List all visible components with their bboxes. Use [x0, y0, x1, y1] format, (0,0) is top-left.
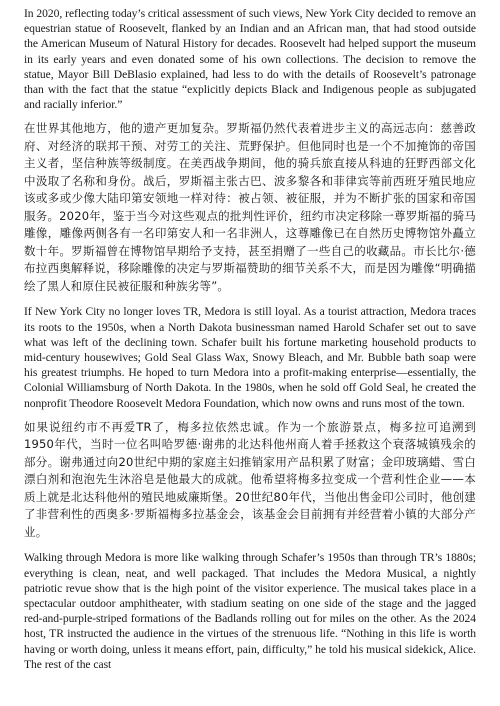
paragraph-english-1: In 2020, reflecting today’s critical assessment of such views, New York City decided to remove an equestrian statue of Roosevelt, flanked by an Indian and an African man, that had stood outside the American Museum of Natural History for decades. Roosevelt had helped support the museum in its early years and even donated some of his own collections. The decision to remove the statue, Mayor Bill DeBlasio explained, had less to do with the details of Roosevelt’s patronage than with the fact that the statue “explicitly depicts Black and Indigenous people as subjugated and racially inferior.”	[24, 7, 476, 112]
paragraph-chinese-2: 如果说纽约市不再爱TR了，梅多拉依然忠诚。作为一个旅游景点，梅多拉可追溯到1950年代，当时一位名叫哈罗德·谢弗的北达科他州商人着手拯救这个衰落城镇残余的部分。谢弗通过向20世纪中期的家庭主妇推销家用产品积累了财富；金印玻璃蜡、雪白漂白剂和泡泡先生沐浴皂是他最大的成就。他希望将梅多拉变成一个营利性企业——本质上就是北达科他州的殖民地威廉斯堡。20世纪80年代，当他出售金印公司时，他创建了非营利性的西奥多·罗斯福梅多拉基金会，该基金会目前拥有并经营着小镇的大部分产业。	[24, 419, 476, 539]
paragraph-english-2: If New York City no longer loves TR, Medora is still loyal. As a tourist attraction, Medora traces its roots to the 1950s, when a North Dakota businessman named Harold Schafer set out to save what was left of the declining town. Schafer built his fortune marketing household products to mid-century housewives; Gold Seal Glass Wax, Snowy Bleach, and Mr. Bubble bath soap were his greatest triumphs. He hoped to turn Medora into a profit-making enterprise—essentially, the Colonial Williamsburg of North Dakota. In the 1980s, when he sold off Gold Seal, he created the nonprofit Theodore Roosevelt Medora Foundation, which now owns and runs most of the town.	[24, 305, 476, 410]
paragraph-chinese-1: 在世界其他地方，他的遗产更加复杂。罗斯福仍然代表着进步主义的高远志向：慈善政府、对经济的联邦干预、对劳工的关注、荒野保护。但他同时也是一个不加掩饰的帝国主义者，坚信种族等级制度。在美西战争期间，他的骑兵旅直接从科迪的狂野西部文化中汲取了名称和身份。战后，罗斯福主张古巴、波多黎各和菲律宾等前西班牙殖民地应该或多或少像大陆印第安领地一样对待：被占领、被征服，并为不断扩张的国家和帝国服务。2020年，鉴于当今对这些观点的批判性评价，纽约市决定移除一尊罗斯福的骑马雕像，雕像两侧各有一名印第安人和一名非洲人，这尊雕像已在自然历史博物馆外矗立数十年。罗斯福曾在博物馆早期给予支持，甚至捐赠了一些自己的收藏品。市长比尔·德布拉西奥解释说，移除雕像的决定与罗斯福赞助的细节关系不大，而是因为雕像“明确描绘了黑人和原住民被征服和种族劣等”。	[24, 121, 476, 293]
paragraph-english-3: Walking through Medora is more like walking through Schafer’s 1950s than through TR’s 1880s; everything is clean, neat, and well packaged. That includes the Medora Musical, a nightly patriotic revue show that is the high point of the visitor experience. The musical takes place in a spectacular outdoor amphitheater, with stadium seating on one side of the stage and the jagged red-and-purple-striped formations of the Badlands rolling out for miles on the other. As the 2024 host, TR instructed the audience in the virtues of the strenuous life. “Nothing in this life is worth having or worth doing, unless it means effort, pain, difficulty,” he told his musical sidekick, Alice. The rest of the cast	[24, 551, 476, 671]
